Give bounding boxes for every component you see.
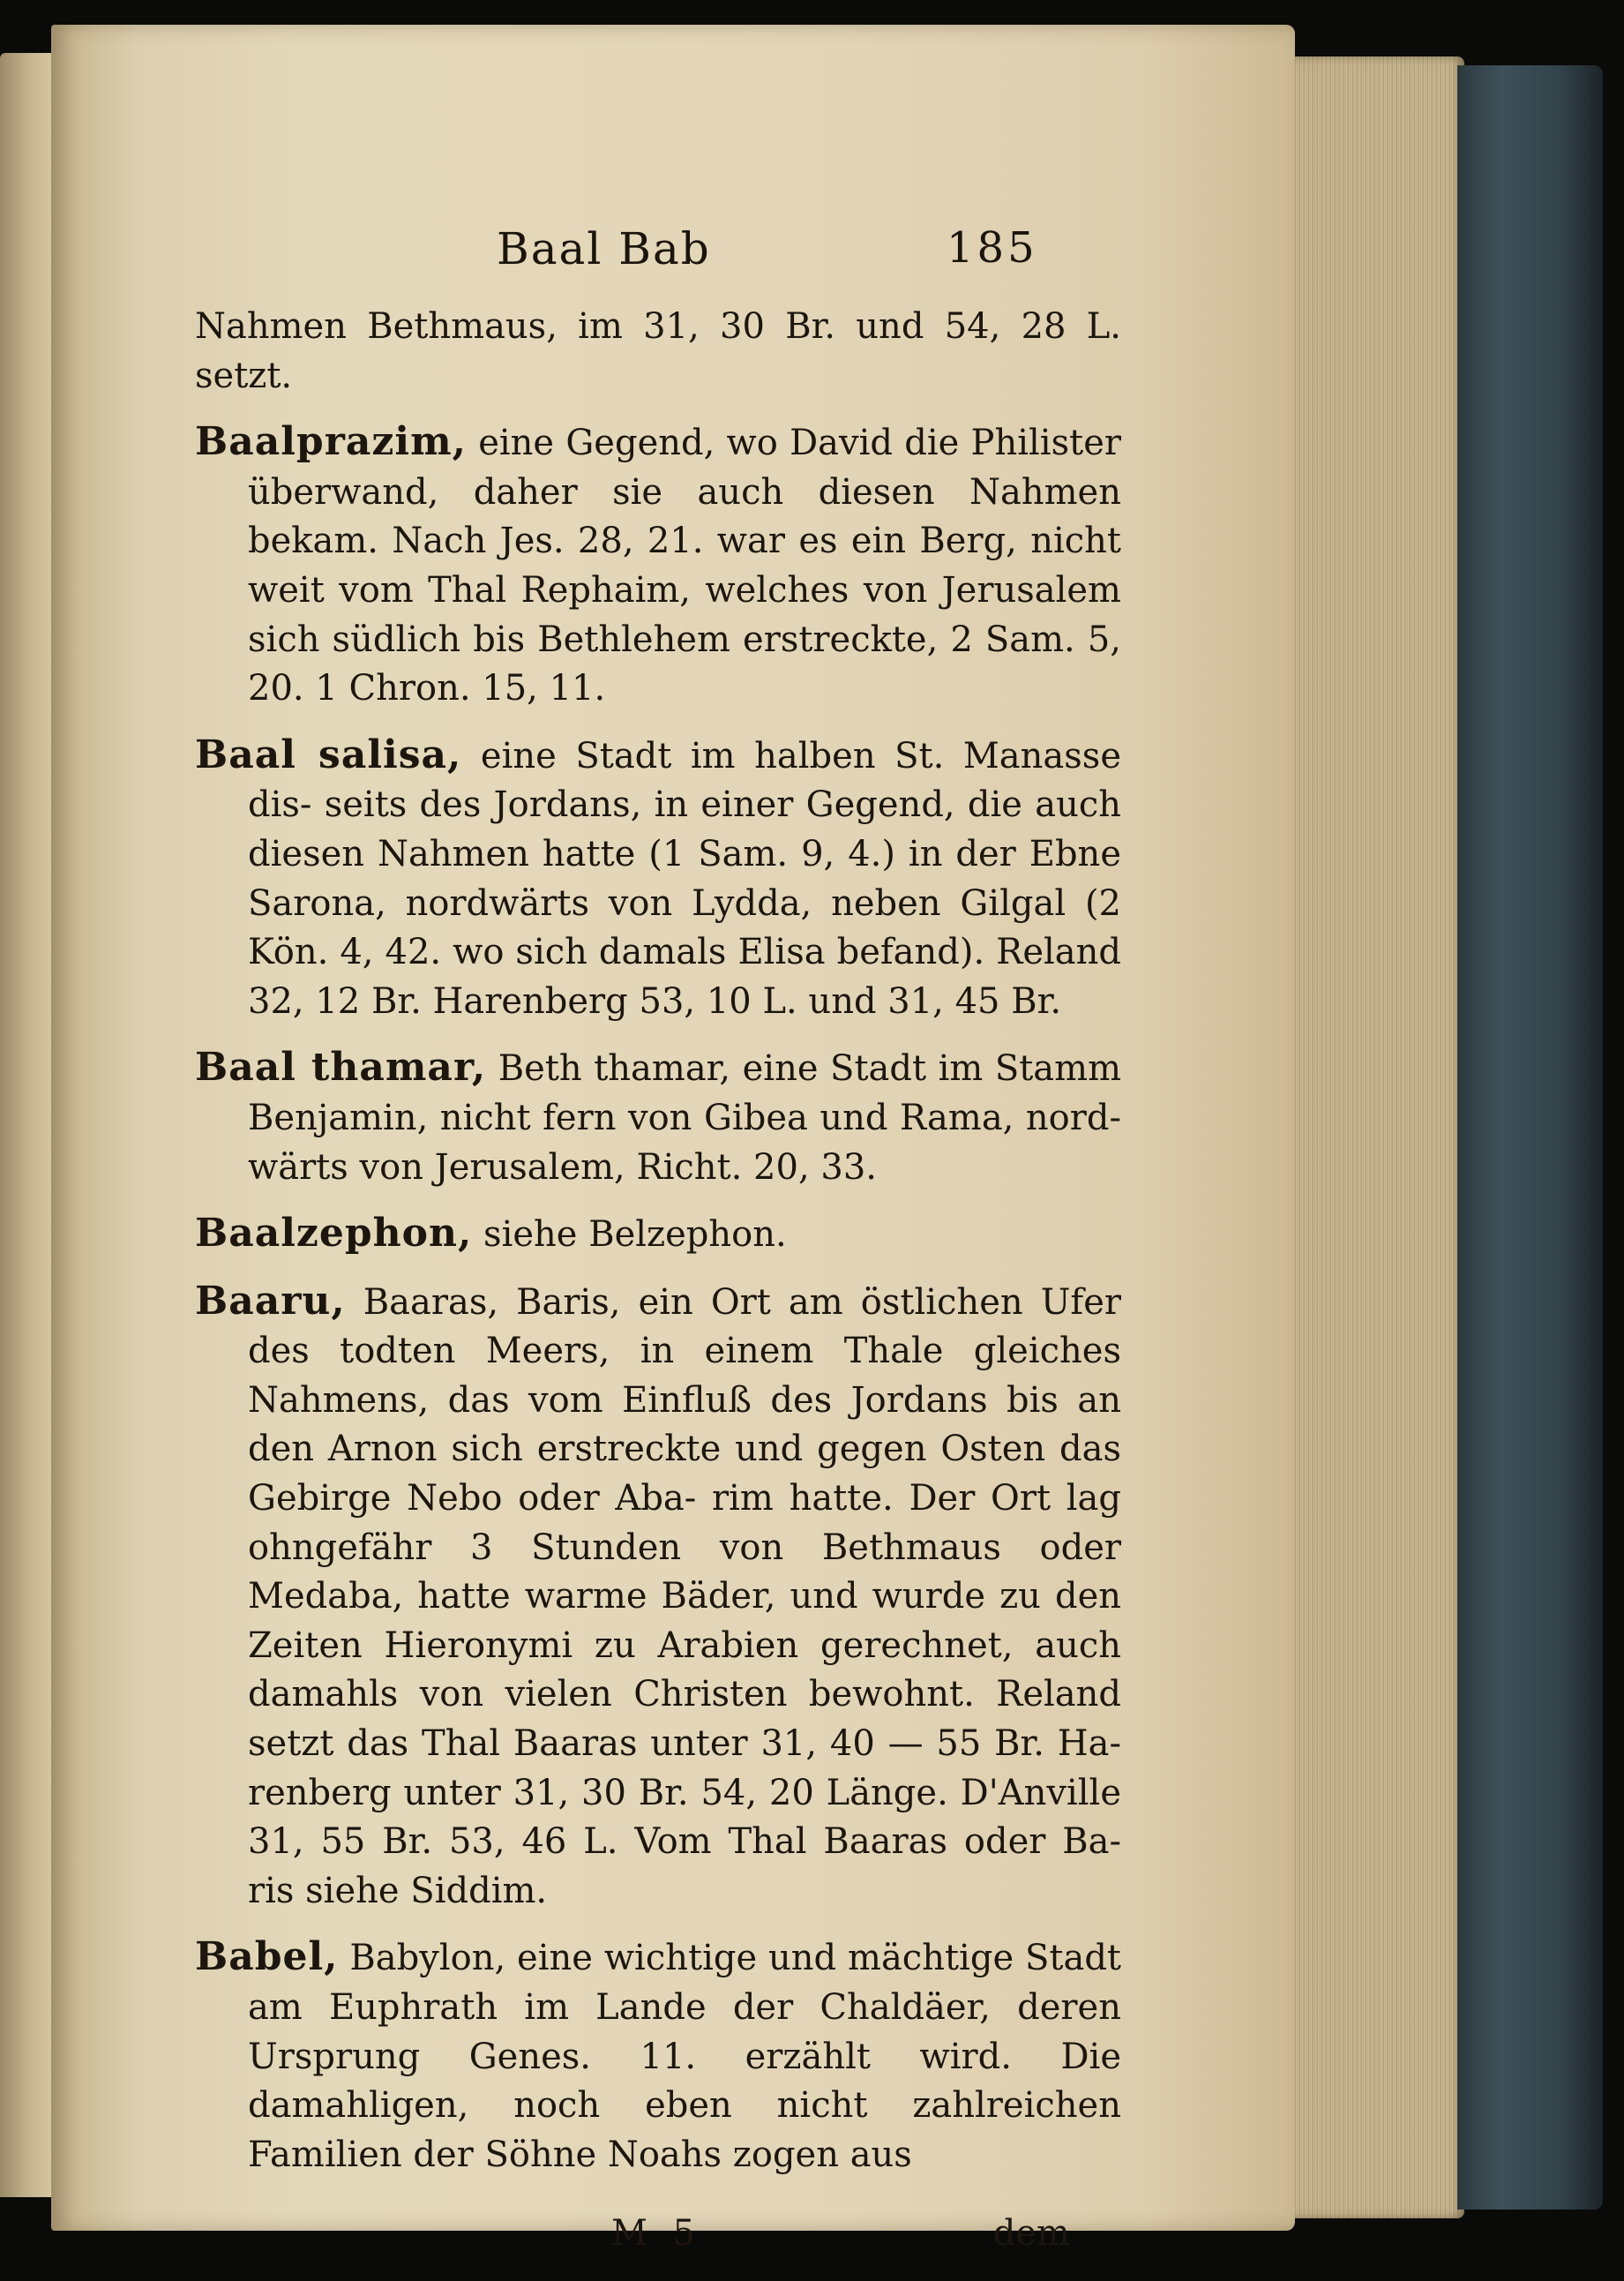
entry-text: eine Stadt im halben St. Manasse dis- seits des Jordans, in einer Gegend, die auch diesen Nahmen hatte (1 Sam. 9, 4.) in der Ebne Sarona, nordwärts von Lydda, neben Gilgal (2 Kön. 4, 42. wo sich damals Elisa befand). Reland 32, 12 Br. Harenberg 53, 10 L. und 31, 45 Br. xyxy=(248,735,1121,1022)
entry-lemma: Baaru, xyxy=(195,1278,346,1324)
entry-text: Beth thamar, eine Stadt im Stamm Benjamin, nicht fern von Gibea und Rama, nord- wärts von Jerusalem, Richt. 20, 33. xyxy=(248,1048,1122,1188)
book-page xyxy=(51,25,1295,2231)
entry-baaru xyxy=(195,1277,1121,1917)
entry-baal-salisa xyxy=(195,731,1121,1027)
entry-baal-thamar xyxy=(195,1043,1121,1192)
page-header xyxy=(51,223,1295,285)
entry-text: eine Gegend, wo David die Philister überwand, daher sie auch diesen Nahmen bekam. Nach Jes. 28, 21. war es ein Berg, nicht weit vom Thal Rephaim, welches von Jerusalem sich südlich bis Bethlehem erstreckte, 2 Sam. 5, 20. 1 Chron. 15, 11. xyxy=(248,423,1121,709)
page-number: 185 xyxy=(947,223,1038,273)
entry-lemma: Baal salisa, xyxy=(195,732,462,777)
entry-baalzephon xyxy=(195,1209,1121,1260)
entry-continuation xyxy=(195,303,1121,401)
signature-mark: M 5 xyxy=(611,2213,703,2254)
entry-lemma: Baal thamar, xyxy=(195,1045,487,1091)
catchword: dem xyxy=(992,2213,1070,2254)
entry-text: siehe Belzephon. xyxy=(483,1214,787,1256)
entry-lemma: Babel, xyxy=(195,1934,339,1980)
entry-lemma: Baalprazim, xyxy=(195,419,467,465)
page-footer xyxy=(144,2213,1070,2262)
entry-text: Babylon, eine wichtige und mächtige Stadt am Euphrath im Lande der Chaldäer, deren Ursprung Genes. 11. erzählt wird. Die damahligen, noch eben nicht zahlreichen Familien der Söhne Noahs zogen aus xyxy=(248,1938,1121,2175)
entry-text: Nahmen Bethmaus, im 31, 30 Br. und 54, 28 L. setzt. xyxy=(195,306,1121,396)
entry-text: Baaras, Baris, ein Ort am östlichen Ufer des todten Meers, in einem Thale gleiches Nahmens, das vom Einfluß des Jordans bis an den Arnon sich erstreckte und gegen Osten das Gebirge Nebo oder Aba- rim hatte. Der Ort lag ohngefähr 3 Stunden von Bethmaus oder Medaba, hatte warme Bäder, und wurde zu den Zeiten Hieronymi zu Arabien gerechnet, auch damahls von vielen Christen bewohnt. Reland setzt das Thal Baaras unter 31, 40 — 55 Br. Ha- renberg unter 31, 30 Br. 54, 20 Länge. D'Anville 31, 55 Br. 53, 46 L. Vom Thal Baaras oder Ba- ris siehe Siddim. xyxy=(248,1281,1121,1911)
book-cover xyxy=(1457,65,1603,2210)
entry-lemma: Baalzephon, xyxy=(195,1211,473,1257)
entry-babel xyxy=(195,1932,1121,2180)
previous-page-edge xyxy=(0,53,55,2197)
entry-baalprazim xyxy=(195,417,1121,714)
running-head: Baal Bab xyxy=(497,223,711,274)
text-block xyxy=(195,303,1121,2196)
